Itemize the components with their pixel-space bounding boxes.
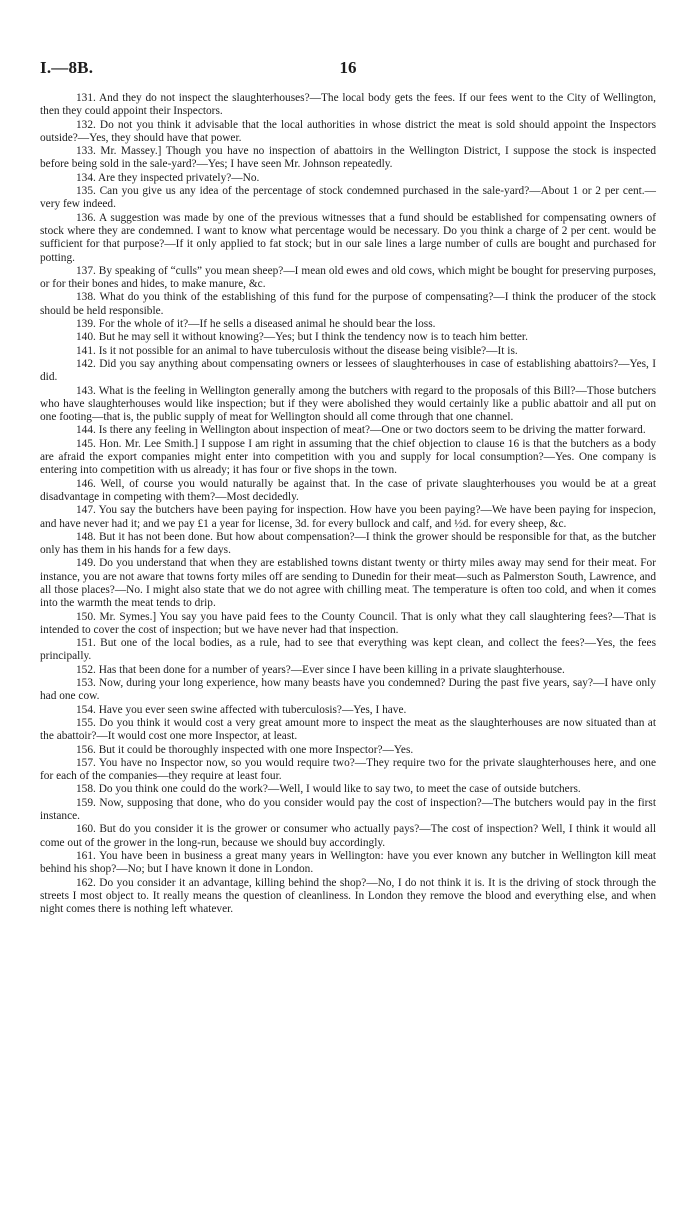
paragraph-153: 153. Now, during your long experience, how many beasts have you condemned? During the past five years, say?—I have only had one cow. <box>40 677 656 703</box>
paragraph-136: 136. A suggestion was made by one of the previous witnesses that a fund should be established for compensating owners of stock where they are condemned. I want to know what percentage would be necessary. Do you think a charge of 2 per cent. would be sufficient for that purpose?—If it only applied to fat stock; but in our sale lines a large number of culls are bought and purchased for potting. <box>40 211 656 264</box>
paragraph-138: 138. What do you think of the establishing of this fund for the purpose of compensating?—I think the producer of the stock should be held responsible. <box>40 291 656 317</box>
paragraph-161: 161. You have been in business a great many years in Wellington: have you ever known any butcher in Wellington kill meat behind his shop?—No; but I have known it done in London. <box>40 849 656 876</box>
paragraph-133: 133. Mr. Massey.] Though you have no inspection of abattoirs in the Wellington District, I suppose the stock is inspected before being sold in the sale-yard?—Yes; I have seen Mr. Johnson repeatedly. <box>40 145 656 171</box>
paragraph-157: 157. You have no Inspector now, so you would require two?—They require two for the private slaughterhouses here, and one for each of the companies—they require at least four. <box>40 756 656 783</box>
paragraph-145: 145. Hon. Mr. Lee Smith.] I suppose I am right in assuming that the chief objection to clause 16 is that the butchers as a body are afraid the export companies might enter into competition with you and supply for local consumption?—Yes. One company is entering into competition with us already; it has four or five shops in the town. <box>40 437 656 477</box>
page-body <box>40 92 656 916</box>
paragraph-160: 160. But do you consider it is the grower or consumer who actually pays?—The cost of inspection? Well, I think it would all come out of the grower in the long-run, because we should buy accordingly. <box>40 823 656 849</box>
paragraph-146: 146. Well, of course you would naturally be against that. In the case of private slaughterhouses you would be at a great disadvantage in competing with them?—Most decidedly. <box>40 477 656 503</box>
paragraph-139: 139. For the whole of it?—If he sells a diseased animal he should bear the loss. <box>76 318 436 331</box>
paragraph-152: 152. Has that been done for a number of years?—Ever since I have been killing in a private slaughterhouse. <box>76 663 565 676</box>
paragraph-144: 144. Is there any feeling in Wellington about inspection of meat?—One or two doctors seem to be driving the matter forward. <box>76 424 646 437</box>
paragraph-140: 140. But he may sell it without knowing?—Yes; but I think the tendency now is to teach him better. <box>76 331 528 344</box>
paragraph-134: 134. Are they inspected privately?—No. <box>76 171 260 184</box>
paragraph-154: 154. Have you ever seen swine affected with tuberculosis?—Yes, I have. <box>76 703 407 716</box>
paragraph-158: 158. Do you think one could do the work?—Well, I would like to say two, to meet the case of outside butchers. <box>76 783 581 796</box>
paragraph-150: 150. Mr. Symes.] You say you have paid fees to the County Council. That is only what they call slaughtering fees?—That is intended to cover the cost of inspection; but we have never had that inspection. <box>40 610 656 636</box>
paragraph-143: 143. What is the feeling in Wellington generally among the butchers with regard to the proposals of this Bill?—Those butchers who have slaughterhouses would like inspection; but if they were abolished they would certainly like a public abattoir and all put on one footing—that is, the public supply of meat for Wellington should all come through that one channel. <box>40 384 656 424</box>
page-header <box>40 58 656 84</box>
paragraph-151: 151. But one of the local bodies, as a rule, had to see that everything was kept clean, and collect the fees?—Yes, the fees principally. <box>40 637 656 663</box>
page-number: 16 <box>339 58 357 77</box>
document-reference: I.—8B. <box>40 58 94 77</box>
paragraph-156: 156. But it could be thoroughly inspected with one more Inspector?—Yes. <box>76 743 414 756</box>
paragraph-131: 131. And they do not inspect the slaughterhouses?—The local body gets the fees. If our fees went to the City of Wellington, then they could appoint their Inspectors. <box>40 92 656 118</box>
paragraph-137: 137. By speaking of “culls” you mean sheep?—I mean old ewes and old cows, which might be bought for preserving purposes, or for their bones and hides, to make manure, &c. <box>40 264 656 291</box>
paragraph-147: 147. You say the butchers have been paying for inspection. How have you been paying?—We have been paying for inspecion, and have never had it; and we pay £1 a year for license, 3d. for every bullock and calf, and ½d. for every sheep, &c. <box>40 504 656 530</box>
paragraph-141: 141. Is it not possible for an animal to have tuberculosis without the disease being visible?—It is. <box>76 344 518 357</box>
paragraph-132: 132. Do not you think it advisable that the local authorities in whose district the meat is sold should appoint the Inspectors outside?—Yes, they should have that power. <box>40 118 656 144</box>
paragraph-148: 148. But it has not been done. But how about compensation?—I think the grower should be responsible for that, as the butcher only has them in his hands for a few days. <box>40 530 656 557</box>
paragraph-155: 155. Do you think it would cost a very great amount more to inspect the meat as the slaughterhouses are now situated than at the abattoir?—It would cost one more Inspector, at least. <box>40 716 656 743</box>
paragraph-149: 149. Do you understand that when they are established towns distant twenty or thirty miles away may send for their meat. For instance, you are not aware that towns forty miles off are sending to Dunedin for their meat—such as Palmerston South, Lawrence, and all those places?—No. I might also state that we do not agree with chilling meat. The temperature is often too cold, and when it comes into the warmth the meat tends to drip. <box>40 557 656 610</box>
paragraph-162: 162. Do you consider it an advantage, killing behind the shop?—No, I do not think it is. It is the driving of stock through the streets I most object to. It really means the question of cleanliness. In London they remove the blood and everything else, and when night comes there is nothing left whatever. <box>40 876 656 916</box>
paragraph-142: 142. Did you say anything about compensating owners or lessees of slaughterhouses in case of establishing abattoirs?—Yes, I did. <box>40 357 656 384</box>
paragraph-135: 135. Can you give us any idea of the percentage of stock condemned purchased in the sale-yard?—About 1 or 2 per cent.—very few indeed. <box>40 185 656 211</box>
paragraph-159: 159. Now, supposing that done, who do you consider would pay the cost of inspection?—The butchers would pay in the first instance. <box>40 796 656 823</box>
